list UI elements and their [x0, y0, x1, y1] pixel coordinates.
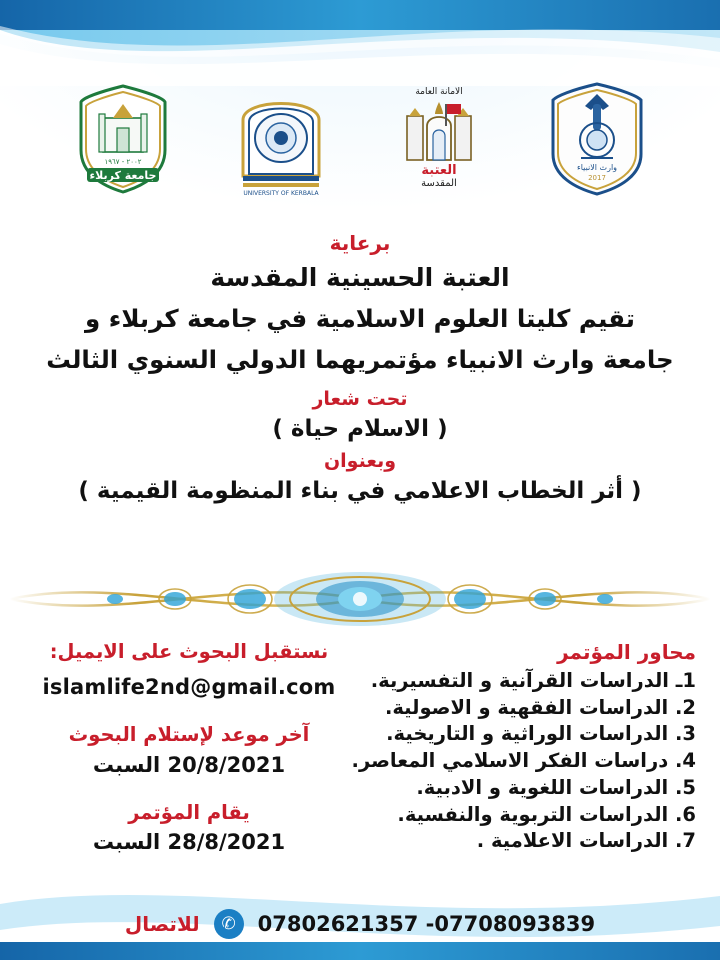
contact-phone-numbers[interactable]: 07802621357 -07708093839: [257, 912, 596, 936]
conference-axes-section: [351, 640, 696, 890]
spacer: [24, 777, 354, 801]
ornamental-divider: [0, 566, 720, 632]
list-item: 6. الدراسات التربوية والنفسية.: [397, 802, 696, 826]
deadline-date-line: [24, 753, 354, 777]
poster-header-text: [30, 232, 690, 504]
abbas-shrine-emblem-icon: [387, 80, 491, 198]
list-item: 1ـ الدراسات القرآنية و التفسيرية.: [370, 669, 696, 692]
list-item: 4. دراسات الفكر الاسلامي المعاصر.: [351, 749, 696, 773]
patron-authority: العتبة الحسينية المقدسة: [210, 263, 510, 292]
contact-footer: [0, 888, 720, 960]
svg-text:جامعة كربلاء: جامعة كربلاء: [89, 169, 157, 182]
svg-text:العتبة: العتبة: [421, 163, 457, 178]
university-of-kerbala-logo: [71, 80, 175, 198]
conference-date-line: [24, 830, 354, 854]
conference-date-label: يقام المؤتمر: [128, 800, 250, 824]
axes-list: [351, 668, 696, 855]
list-item: 7. الدراسات الاعلامية .: [476, 829, 696, 853]
svg-text:الامانة العامة: الامانة العامة: [415, 87, 463, 97]
submission-info-section: [24, 640, 354, 890]
conference-title-label: وبعنوان: [323, 449, 397, 472]
phone-icon: ✆: [214, 909, 244, 939]
logos-row: [0, 74, 720, 204]
svg-text:2017: 2017: [588, 174, 606, 182]
axes-section-title: محاور المؤتمر: [557, 640, 696, 664]
svg-text:وارث الانبياء: وارث الانبياء: [576, 163, 618, 172]
conference-day: السبت: [92, 830, 161, 855]
main-announcement-line-2: جامعة وارث الانبياء مؤتمريهما الدولي السنوي الثالث: [46, 345, 674, 375]
list-item: 3. الدراسات الوراثية و التاريخية.: [386, 722, 696, 746]
conference-date: 28/8/2021: [167, 830, 286, 855]
contact-label: للاتصال: [124, 912, 200, 936]
svg-text:UNIVERSITY OF KERBALA: UNIVERSITY OF KERBALA: [243, 190, 319, 197]
list-item: 5. الدراسات اللغوية و الادبية.: [416, 775, 696, 799]
warith-al-anbiya-emblem-icon: [545, 80, 649, 198]
deadline-date: 20/8/2021: [167, 752, 286, 777]
email-label: نستقبل البحوث على الايميل:: [49, 640, 329, 663]
slogan-label: تحت شعار: [312, 387, 408, 410]
submission-email[interactable]: islamlife2nd@gmail.com: [42, 675, 336, 700]
svg-text:المقدسة: المقدسة: [421, 178, 457, 189]
kerbala-university-emblem-icon: [71, 80, 175, 198]
ornament-graphic: [0, 566, 720, 632]
conference-title-text: ( أثر الخطاب الاعلامي في بناء المنظومة القيمية ): [78, 477, 642, 504]
lower-content: [0, 640, 720, 890]
university-of-warith-al-anbiya-logo: [545, 80, 649, 198]
list-item: 2. الدراسات الفقهية و الاصولية.: [384, 695, 696, 719]
spacer: [24, 699, 354, 723]
under-patronage-label: برعاية: [329, 231, 391, 255]
main-announcement-line-1: تقيم كليتا العلوم الاسلامية في جامعة كربلاء و: [85, 303, 635, 333]
university-of-kerbala-college-logo: [229, 80, 333, 198]
kerbala-college-emblem-icon: [229, 80, 333, 198]
deadline-label: آخر موعد لإستلام البحوث: [68, 723, 310, 747]
deadline-day: السبت: [92, 752, 161, 777]
svg-text:٢٠٠٢ - ١٩٦٧: ٢٠٠٢ - ١٩٦٧: [104, 158, 142, 166]
al-abbas-holy-shrine-logo: [387, 80, 491, 198]
slogan-text: ( الاسلام حياة ): [272, 415, 448, 442]
